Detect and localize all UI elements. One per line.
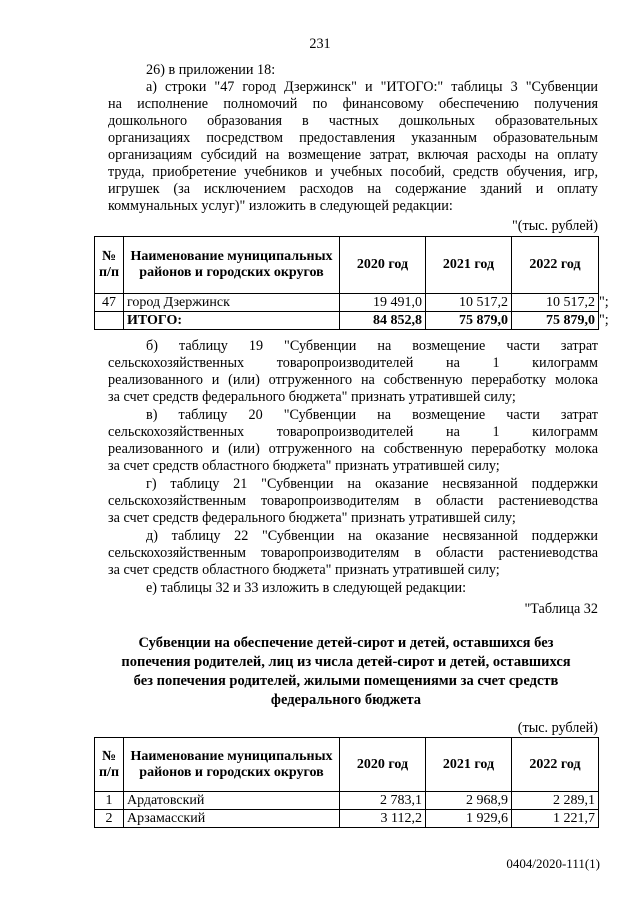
row-value-2020: 2 783,1 [340,792,426,810]
col-2020-header: 2020 год [340,738,426,792]
table-row [95,294,599,312]
table2-title-line: федерального бюджета [270,692,422,708]
table-header-row [95,738,599,792]
row-number: 47 [95,294,124,312]
para-g-line: сельскохозяйственным товаропроизводителям в области растениеводства [108,493,598,509]
row-value-2022: 10 517,2 [512,294,599,312]
para-d-line: за счет средств областного бюджета" признать утратившей силу; [108,562,500,578]
subsidy-table-32 [94,737,599,828]
col-2021-header: 2021 год [426,738,512,792]
row-number [95,312,124,330]
page-number: 231 [309,36,331,52]
para-d-line: сельскохозяйственным товаропроизводителям в области растениеводства [108,545,598,561]
para-g-line: г) таблицу 21 "Субвенции на оказание несвязанной поддержки [146,476,598,492]
row-value-2021: 1 929,6 [426,810,512,828]
row-value-2022: 1 221,7 [512,810,599,828]
col-2021-header: 2021 год [426,237,512,294]
document-code: 0404/2020-111(1) [506,856,600,871]
para-a-line: организациям субсидий на возмещение затрат, включая расходы на оплату [108,147,598,163]
row-value-2022: 2 289,1 [512,792,599,810]
para-b-line: за счет средств федерального бюджета" признать утратившей силу; [108,389,516,405]
row-name: город Дзержинск [124,294,340,312]
subsidy-table-3 [94,236,599,330]
para-b-line: б) таблицу 19 "Субвенции на возмещение части затрат [146,338,598,354]
col-number-header: № п/п [95,738,124,792]
closing-quote: "; [599,294,609,310]
para-v-line: в) таблицу 20 "Субвенции на возмещение части затрат [146,407,598,423]
para-a-line: организациях посредством предоставления указанным образовательным [108,130,598,146]
table-row [95,810,599,828]
table-header-row [95,237,599,294]
para-a-line: игрушек (за исключением расходов на содержание зданий и оплату [108,181,598,197]
closing-quote: "; [599,312,609,328]
para-a-line: коммунальных услуг)" изложить в следующей редакции: [108,198,453,214]
col-name-header: Наименование муниципальных районов и городских округов [124,738,340,792]
row-value-2020: 3 112,2 [340,810,426,828]
para-g-line: за счет средств федерального бюджета" признать утратившей силу; [108,510,516,526]
row-value-2021: 75 879,0 [426,312,512,330]
col-number-header: № п/п [95,237,124,294]
para-b-line: сельскохозяйственных товаропроизводителей на 1 килограмм [108,355,598,371]
col-2020-header: 2020 год [340,237,426,294]
table-row [95,792,599,810]
row-value-2021: 2 968,9 [426,792,512,810]
total-row [95,312,599,330]
row-number: 2 [95,810,124,828]
para-v-line: сельскохозяйственных товаропроизводителей на 1 килограмм [108,424,598,440]
para-a-line: а) строки "47 город Дзержинск" и "ИТОГО:" таблицы 3 "Субвенции [146,79,598,95]
row-value-2020: 84 852,8 [340,312,426,330]
para-b-line: реализованного и (или) отгруженного на собственную переработку молока [108,372,598,388]
para-e-line: е) таблицы 32 и 33 изложить в следующей редакции: [146,580,467,596]
para-a-line: труда, приобретение учебников и учебных пособий, средств обучения, игр, [108,164,598,180]
unit-label-1: "(тыс. рублей) [511,218,598,234]
row-value-2022: 75 879,0 [512,312,599,330]
table2-title-line: попечения родителей, лиц из числа детей-сирот и детей, оставшихся [121,654,571,670]
para-v-line: реализованного и (или) отгруженного на собственную переработку молока [108,441,598,457]
col-name-header: Наименование муниципальных районов и городских округов [124,237,340,294]
col-2022-header: 2022 год [512,738,599,792]
unit-label-2: (тыс. рублей) [517,720,598,736]
para-d-line: д) таблицу 22 "Субвенции на оказание несвязанной поддержки [146,528,598,544]
row-number: 1 [95,792,124,810]
para-a-line: дошкольного образования в частных дошкольных образовательных [108,113,598,129]
section-heading: 26) в приложении 18: [146,62,276,78]
table-label: "Таблица 32 [524,601,598,617]
para-a-line: на исполнение полномочий по финансовому обеспечению получения [108,96,598,112]
table2-title-line: Субвенции на обеспечение детей-сирот и детей, оставшихся без [138,635,554,651]
table2-title-line: без попечения родителей, жилыми помещениями за счет средств [133,673,559,689]
row-name: Арзамасский [124,810,340,828]
row-name: ИТОГО: [124,312,340,330]
col-2022-header: 2022 год [512,237,599,294]
row-value-2020: 19 491,0 [340,294,426,312]
row-name: Ардатовский [124,792,340,810]
row-value-2021: 10 517,2 [426,294,512,312]
para-v-line: за счет средств областного бюджета" признать утратившей силу; [108,458,500,474]
